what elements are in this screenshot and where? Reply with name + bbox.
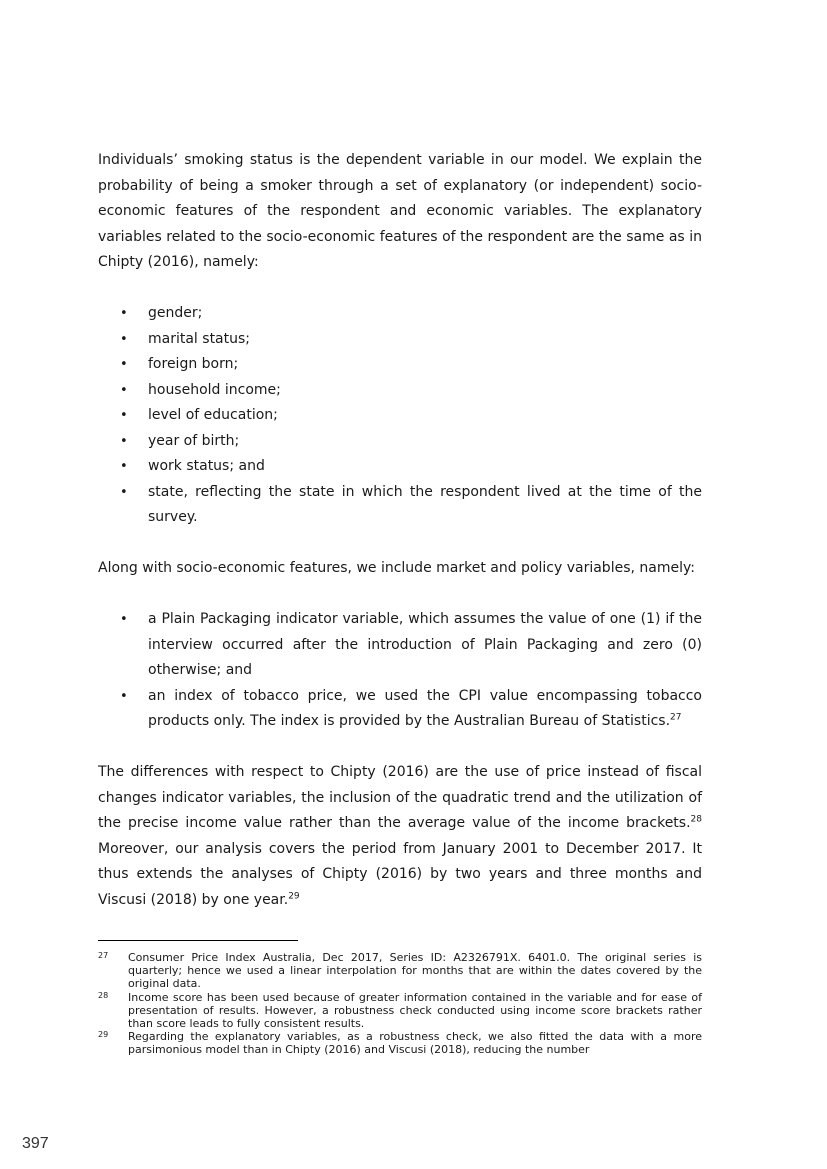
footnote-text: Income score has been used because of greater information contained in the variable and for ease of presentation of results. However, a robustness check conducted using income score brackets rather than score leads to fully consistent results.: [128, 990, 702, 1031]
bullet-icon: •: [120, 306, 128, 321]
footnote-ref[interactable]: 29: [288, 890, 300, 901]
footnote-number: 27: [98, 951, 109, 960]
footnote-divider: [98, 940, 298, 941]
paragraph-differences: The differences with respect to Chipty (2016) are the use of price instead of fiscal changes indicator variables, the inclusion of the quadratic trend and the utilization of the precise income value rather than the average value of the income brackets.$^{28}$ Moreover, our analysis covers the period from January 2001 to December 2017. It thus extends the analyses of Chipty (2016) by two years and three months and Viscusi (2018) by one year.$^{29}$: [98, 764, 702, 908]
list-item: • gender;: [98, 301, 702, 327]
bullet-icon: •: [120, 459, 128, 474]
market-policy-list: [98, 607, 702, 735]
list-item: • foreign born;: [98, 352, 702, 378]
bullet-icon: •: [120, 408, 128, 423]
page-number: 397: [22, 1135, 49, 1152]
socio-economic-list: [98, 301, 702, 531]
bullet-icon: •: [120, 433, 128, 449]
list-item: • work status; and: [98, 454, 702, 480]
footnote-number: 28: [98, 990, 109, 1000]
footnote-text: Consumer Price Index Australia, Dec 2017, Series ID: A2326791X. 6401.0. The original series is quarterly; hence we used a linear interpolation for months that are within the dates covered by the original data.: [128, 951, 702, 991]
list-item: • an index of tobacco price, we used the CPI value encompassing tobacco products only. The index is provided by the Australian Bureau of Statistics.$^{27}$: [98, 684, 702, 735]
footnote-ref[interactable]: 28: [690, 814, 702, 825]
paragraph-market-policy: Along with socio-economic features, we include market and policy variables, namely:: [98, 560, 695, 576]
list-item: • state, reflecting the state in which the respondent lived at the time of the survey.: [98, 480, 702, 531]
list-item: • marital status;: [98, 327, 702, 353]
footnote-number: 29: [98, 1030, 109, 1040]
footnote-item: [98, 951, 702, 991]
bullet-icon: •: [120, 382, 128, 398]
footnotes-section: [98, 940, 702, 1057]
footnote-ref[interactable]: 27: [670, 712, 682, 723]
bullet-icon: •: [120, 688, 128, 704]
main-text: [98, 148, 702, 913]
bullet-icon: •: [120, 484, 128, 500]
list-item: • level of education;: [98, 403, 702, 429]
list-item: • a Plain Packaging indicator variable, which assumes the value of one (1) if the interview occurred after the introduction of Plain Packaging and zero (0) otherwise; and: [98, 607, 702, 684]
footnote-item: [98, 991, 702, 1031]
footnote-item: [98, 1030, 702, 1056]
footnote-text: Regarding the explanatory variables, as a robustness check, we also fitted the data with a more parsimonious model than in Chipty (2016) and Viscusi (2018), reducing the number: [128, 1030, 702, 1057]
list-item: • household income;: [98, 378, 702, 404]
list-item: • year of birth;: [98, 429, 702, 455]
bullet-icon: •: [120, 612, 128, 627]
bullet-icon: •: [120, 357, 128, 372]
bullet-icon: •: [120, 331, 128, 347]
paragraph-intro: Individuals’ smoking status is the dependent variable in our model. We explain the probability of being a smoker through a set of explanatory (or independent) socio-economic features of the respondent and economic variables. The explanatory variables related to the socio-economic features of the respondent are the same as in Chipty (2016), namely:: [98, 152, 702, 270]
